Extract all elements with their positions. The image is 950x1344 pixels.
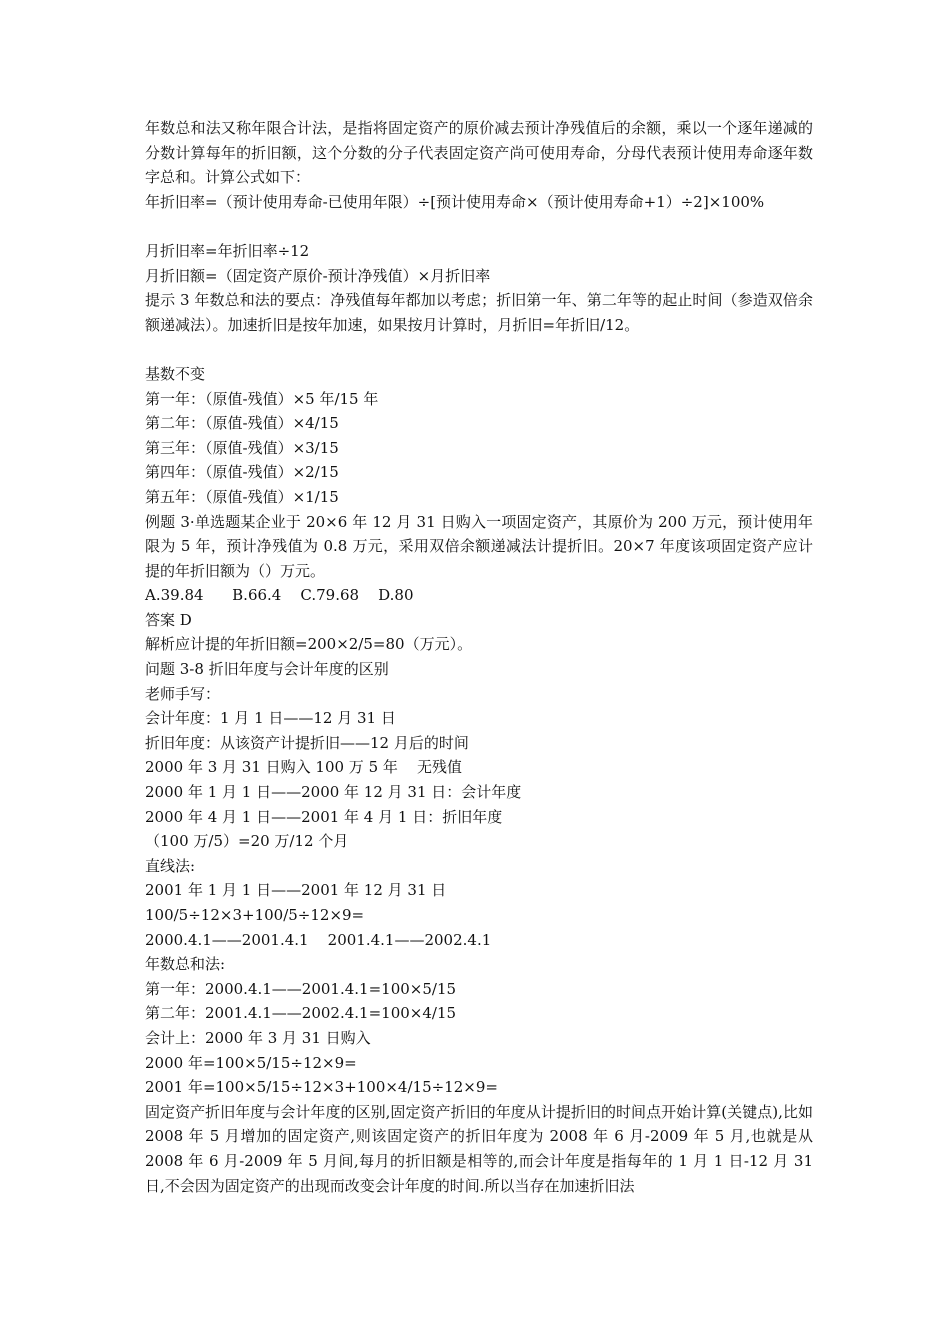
note-line: 第一年：2000.4.1——2001.4.1=100×5/15 [145,979,457,998]
answer-line: 答案 D [145,610,192,629]
note-line: 2000.4.1——2001.4.1 2001.4.1——2002.4.1 [145,930,492,949]
analysis-line: 解析应计提的年折旧额=200×2/5=80（万元）。 [145,635,473,654]
note-line: 问题 3-8 折旧年度与会计年度的区别 [145,660,389,679]
note-line: 2000 年 1 月 1 日——2000 年 12 月 31 日：会计年度 [145,783,522,802]
annual-rate-formula: 年折旧率=（预计使用寿命-已使用年限）÷[预计使用寿命×（预计使用寿命+1）÷2]×100% [145,192,765,211]
intro-paragraph: 年数总和法又称年限合计法，是指将固定资产的原价减去预计净残值后的余额，乘以一个逐年递减的分数计算每年的折旧额，这个分数的分子代表固定资产尚可使用寿命，分母代表预计使用寿命逐年数字总和。计算公式如下： [145,119,813,187]
blank-line [145,337,813,362]
note-line: 折旧年度：从该资产计提折旧——12 月后的时间 [145,733,469,752]
note-line: 会计上：2000 年 3 月 31 日购入 [145,1028,371,1047]
note-line: 会计年度：1 月 1 日——12 月 31 日 [145,709,396,728]
note-line: （100 万/5）=20 万/12 个月 [145,832,349,851]
monthly-amount-formula: 月折旧额=（固定资产原价-预计净残值）×月折旧率 [145,266,491,285]
year-line: 第一年：（原值-残值）×5 年/15 年 [145,389,379,408]
note-line: 2000 年 4 月 1 日——2001 年 4 月 1 日：折旧年度 [145,807,503,826]
base-constant-line: 基数不变 [145,364,206,383]
note-line: 老师手写： [145,684,221,703]
monthly-rate-formula: 月折旧率=年折旧率÷12 [145,241,310,260]
note-line: 2000 年 3 月 31 日购入 100 万 5 年 无残值 [145,758,462,777]
note-line: 直线法: [145,856,196,875]
closing-paragraph: 固定资产折旧年度与会计年度的区别,固定资产折旧的年度从计提折旧的时间点开始计算(关键点),比如 2008 年 5 月增加的固定资产,则该固定资产的折旧年度为 2008 年 6 月-2009 年 5 月,也就是从 2008 年 6 月-2009 年 5 月间,每月的折旧额是相等的,而会计年度是指每年的 1 月 1 日-12 月 31 日,不会因为固定资产的出现而改变会计年度的时间.所以当存在加速折旧法 [145,1102,813,1195]
tip-paragraph: 提示 3 年数总和法的要点：净残值每年都加以考虑；折旧第一年、第二年等的起止时间（参造双倍余额递减法）。加速折旧是按年加速，如果按月计算时，月折旧=年折旧/12。 [145,291,813,334]
year-line: 第三年：（原值-残值）×3/15 [145,438,339,457]
year-line: 第四年：（原值-残值）×2/15 [145,463,339,482]
note-line: 100/5÷12×3+100/5÷12×9= [145,906,365,924]
note-line: 2001 年=100×5/15÷12×3+100×4/15÷12×9= [145,1078,498,1097]
example-question: 例题 3·单选题某企业于 20×6 年 12 月 31 日购入一项固定资产，其原价为 200 万元，预计使用年限为 5 年，预计净残值为 0.8 万元，采用双倍余额递减法计提折旧。20×7 年度该项固定资产应计提的年折旧额为（）万元。 [145,512,813,580]
year-line: 第二年：（原值-残值）×4/15 [145,414,339,433]
year-line: 第五年：（原值-残值）×1/15 [145,487,339,506]
document-page [145,116,813,1198]
blank-line [145,214,813,239]
note-line: 年数总和法: [145,955,226,974]
note-line: 2000 年=100×5/15÷12×9= [145,1053,357,1072]
answer-options: A.39.84 B.66.4 C.79.68 D.80 [145,586,414,605]
note-line: 第二年：2001.4.1——2002.4.1=100×4/15 [145,1004,457,1023]
note-line: 2001 年 1 月 1 日——2001 年 12 月 31 日 [145,881,447,900]
